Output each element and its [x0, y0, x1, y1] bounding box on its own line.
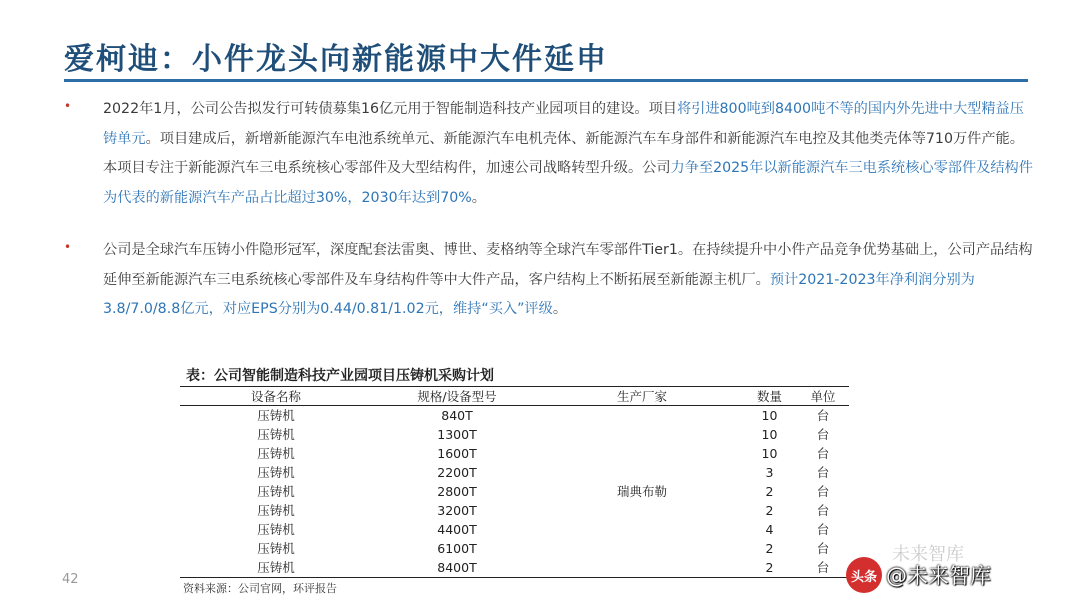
cell-maker: [542, 444, 742, 463]
title-divider: [64, 79, 1028, 82]
table-title: 表：公司智能制造科技产业园项目压铸机采购计划: [186, 368, 494, 384]
cell-maker: [542, 425, 742, 444]
header-quantity: 数量: [742, 387, 797, 406]
cell-unit: 台: [816, 427, 830, 442]
paragraph-1: [103, 95, 1033, 213]
cell-qty: 4: [765, 522, 774, 537]
watermark: [846, 555, 1080, 595]
paragraph-2: [103, 236, 1033, 325]
paragraph-2-highlight: 预计2021-2023年净利润分别为3.8/7.0/8.8亿元，对应EPS分别为0.44/0.81/1.02元，维持“买入”评级: [103, 271, 975, 318]
cell-name: 压铸机: [257, 465, 295, 480]
cell-maker: [542, 520, 742, 539]
table-row: [180, 520, 849, 539]
table-row: [180, 444, 849, 463]
cell-spec: 3200T: [437, 503, 477, 518]
cell-spec: 4400T: [437, 522, 477, 537]
header-manufacturer: 生产厂家: [542, 387, 742, 406]
bullet-2-icon: •: [64, 240, 72, 254]
cell-name: 压铸机: [257, 522, 295, 537]
cell-unit: 台: [816, 408, 830, 423]
cell-name: 压铸机: [257, 484, 295, 499]
cell-spec: 2200T: [437, 465, 477, 480]
paragraph-2-text-c: 。: [552, 301, 568, 318]
cell-spec: 840T: [441, 408, 473, 423]
cell-maker: [542, 406, 742, 426]
paragraph-1-text-e: 。: [471, 189, 486, 206]
cell-unit: 台: [816, 484, 830, 499]
cell-spec: 2800T: [437, 484, 477, 499]
header-unit: 单位: [797, 387, 849, 406]
header-equipment-name: 设备名称: [180, 387, 372, 406]
cell-unit: 台: [816, 465, 830, 480]
cell-name: 压铸机: [257, 408, 295, 423]
source-note: 资料来源：公司官网，环评报告: [183, 582, 337, 595]
cell-name: 压铸机: [180, 558, 372, 578]
paragraph-1-text-a: 2022年1月，公司公告拟发行可转债募集16亿元用于智能制造科技产业园项目的建设。项目: [103, 101, 677, 117]
cell-qty: 2: [765, 541, 774, 556]
table-header-row: [180, 387, 849, 406]
table-row: [180, 425, 849, 444]
table-row: [180, 406, 849, 426]
cell-spec: 8400T: [372, 558, 542, 578]
page-title: 爱柯迪：小件龙头向新能源中大件延申: [64, 42, 608, 77]
cell-qty: 10: [761, 408, 778, 423]
cell-maker: [542, 501, 742, 520]
cell-unit: 台: [797, 558, 849, 578]
cell-unit: 台: [816, 503, 830, 518]
watermark-faint: 未来智库: [892, 544, 964, 565]
cell-spec: 1600T: [437, 446, 477, 461]
procurement-table: [180, 386, 849, 578]
cell-maker: [542, 463, 742, 482]
paragraph-2-text-a: 公司是全球汽车压铸小件隐形冠军，深度配套法雷奥、博世、麦格纳等全球汽车零部件Tier1。在持续提升中小件产品竞争优势基础上，公司产品结构延伸至新能源汽车三电系统核心零部件及车身结构件等中大件产品，客户结构上不断拓展至新能源主机厂。: [103, 242, 1033, 288]
cell-maker: [542, 558, 742, 578]
cell-qty: 3: [765, 465, 774, 480]
table-row: [180, 463, 849, 482]
toutiao-logo-icon: 头条: [846, 557, 882, 593]
cell-name: 压铸机: [257, 446, 295, 461]
cell-name: 压铸机: [257, 427, 295, 442]
table-row: [180, 558, 849, 578]
bullet-1-icon: •: [64, 99, 72, 113]
paragraph-1-highlight-b: 力争至2025年以新能源汽车三电系统核心零部件及结构件为代表的新能源汽车产品占比超过30%，2030年达到70%: [103, 160, 1033, 206]
cell-maker: 瑞典布勒: [616, 484, 667, 499]
cell-qty: 10: [761, 446, 778, 461]
cell-qty: 2: [765, 503, 774, 518]
cell-qty: 2: [765, 484, 774, 499]
table-row: [180, 501, 849, 520]
cell-unit: 台: [816, 446, 830, 461]
table-row: [180, 482, 849, 501]
page-number: 42: [62, 572, 79, 587]
cell-name: 压铸机: [257, 503, 295, 518]
table-row: [180, 539, 849, 558]
cell-spec: 1300T: [437, 427, 477, 442]
cell-qty: 2: [742, 558, 797, 578]
cell-spec: 6100T: [437, 541, 477, 556]
cell-name: 压铸机: [257, 541, 295, 556]
cell-unit: 台: [816, 541, 830, 556]
header-spec-model: 规格/设备型号: [372, 387, 542, 406]
cell-unit: 台: [816, 522, 830, 537]
cell-qty: 10: [761, 427, 778, 442]
cell-maker: [542, 539, 742, 558]
paragraph-1-text-c: 。项目建成后，新增新能源汽车电池系统单元、新能源汽车电机壳体、新能源汽车车身部件和新能源汽车电控及其他类壳体等710万件产能。本项目专注于新能源汽车三电系统核心零部件及大型结构件，加速公司战略转型升级。公司: [103, 130, 1024, 177]
watermark-text: @未来智库: [886, 564, 991, 588]
paragraph-1-highlight-a: 将引进800吨到8400吨不等的国内外先进中大型精益压铸单元: [103, 101, 1024, 147]
